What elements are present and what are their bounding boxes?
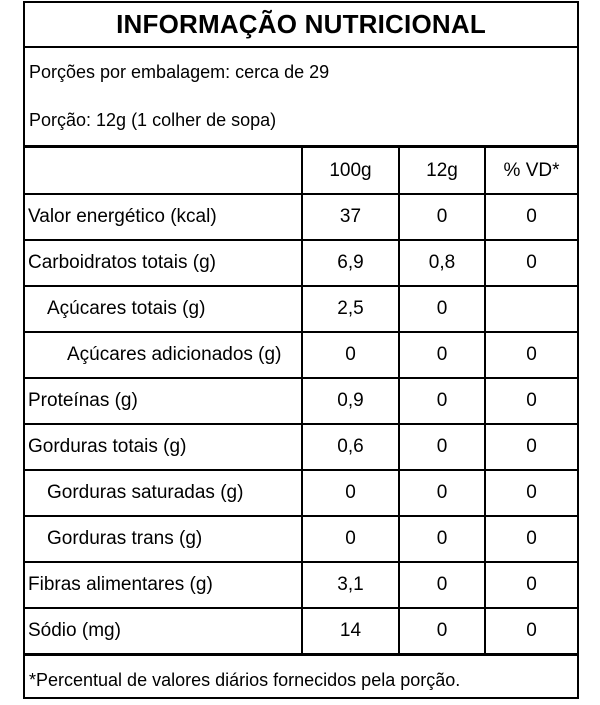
servings-per-package: Porções por embalagem: cerca de 29 xyxy=(29,61,330,82)
value-per-100g: 14 xyxy=(302,608,399,654)
daily-value-percent: 0 xyxy=(485,332,577,378)
nutrition-table xyxy=(25,148,577,655)
column-header: % VD* xyxy=(485,148,577,194)
header-empty-cell xyxy=(25,148,302,194)
value-per-100g: 0 xyxy=(302,332,399,378)
table-header-row xyxy=(25,148,577,194)
value-per-serving: 0 xyxy=(399,332,485,378)
value-per-serving: 0 xyxy=(399,516,485,562)
nutrient-name: Gorduras totais (g) xyxy=(25,424,302,470)
column-header: 12g xyxy=(399,148,485,194)
portion-info xyxy=(25,48,577,148)
table-row xyxy=(25,470,577,516)
value-per-serving: 0 xyxy=(399,470,485,516)
nutrition-label xyxy=(23,1,579,699)
daily-value-percent: 0 xyxy=(485,194,577,240)
nutrient-name: Açúcares adicionados (g) xyxy=(25,332,302,378)
daily-value-percent: 0 xyxy=(485,608,577,654)
value-per-100g: 2,5 xyxy=(302,286,399,332)
column-header: 100g xyxy=(302,148,399,194)
nutrient-name: Carboidratos totais (g) xyxy=(25,240,302,286)
value-per-100g: 0 xyxy=(302,470,399,516)
table-row xyxy=(25,608,577,654)
value-per-serving: 0 xyxy=(399,286,485,332)
value-per-serving: 0 xyxy=(399,562,485,608)
value-per-100g: 0,6 xyxy=(302,424,399,470)
value-per-100g: 0,9 xyxy=(302,378,399,424)
nutrient-name: Gorduras trans (g) xyxy=(25,516,302,562)
daily-value-percent: 0 xyxy=(485,562,577,608)
value-per-serving: 0 xyxy=(399,194,485,240)
daily-value-percent: 0 xyxy=(485,240,577,286)
table-row xyxy=(25,424,577,470)
table-row xyxy=(25,378,577,424)
table-row xyxy=(25,240,577,286)
table-row xyxy=(25,194,577,240)
nutrient-name: Valor energético (kcal) xyxy=(25,194,302,240)
label-title: INFORMAÇÃO NUTRICIONAL xyxy=(25,3,577,48)
value-per-serving: 0 xyxy=(399,378,485,424)
value-per-100g: 0 xyxy=(302,516,399,562)
daily-value-percent: 0 xyxy=(485,424,577,470)
value-per-serving: 0,8 xyxy=(399,240,485,286)
value-per-100g: 37 xyxy=(302,194,399,240)
value-per-serving: 0 xyxy=(399,424,485,470)
daily-value-percent: 0 xyxy=(485,470,577,516)
nutrient-name: Açúcares totais (g) xyxy=(25,286,302,332)
daily-value-percent xyxy=(485,286,577,332)
table-row xyxy=(25,332,577,378)
value-per-100g: 6,9 xyxy=(302,240,399,286)
value-per-100g: 3,1 xyxy=(302,562,399,608)
value-per-serving: 0 xyxy=(399,608,485,654)
nutrient-name: Fibras alimentares (g) xyxy=(25,562,302,608)
footnote: *Percentual de valores diários fornecidos pela porção. xyxy=(25,655,577,705)
nutrient-name: Sódio (mg) xyxy=(25,608,302,654)
table-row xyxy=(25,286,577,332)
table-row xyxy=(25,562,577,608)
nutrient-name: Gorduras saturadas (g) xyxy=(25,470,302,516)
daily-value-percent: 0 xyxy=(485,516,577,562)
daily-value-percent: 0 xyxy=(485,378,577,424)
serving-size: Porção: 12g (1 colher de sopa) xyxy=(29,109,277,130)
table-row xyxy=(25,516,577,562)
nutrient-name: Proteínas (g) xyxy=(25,378,302,424)
